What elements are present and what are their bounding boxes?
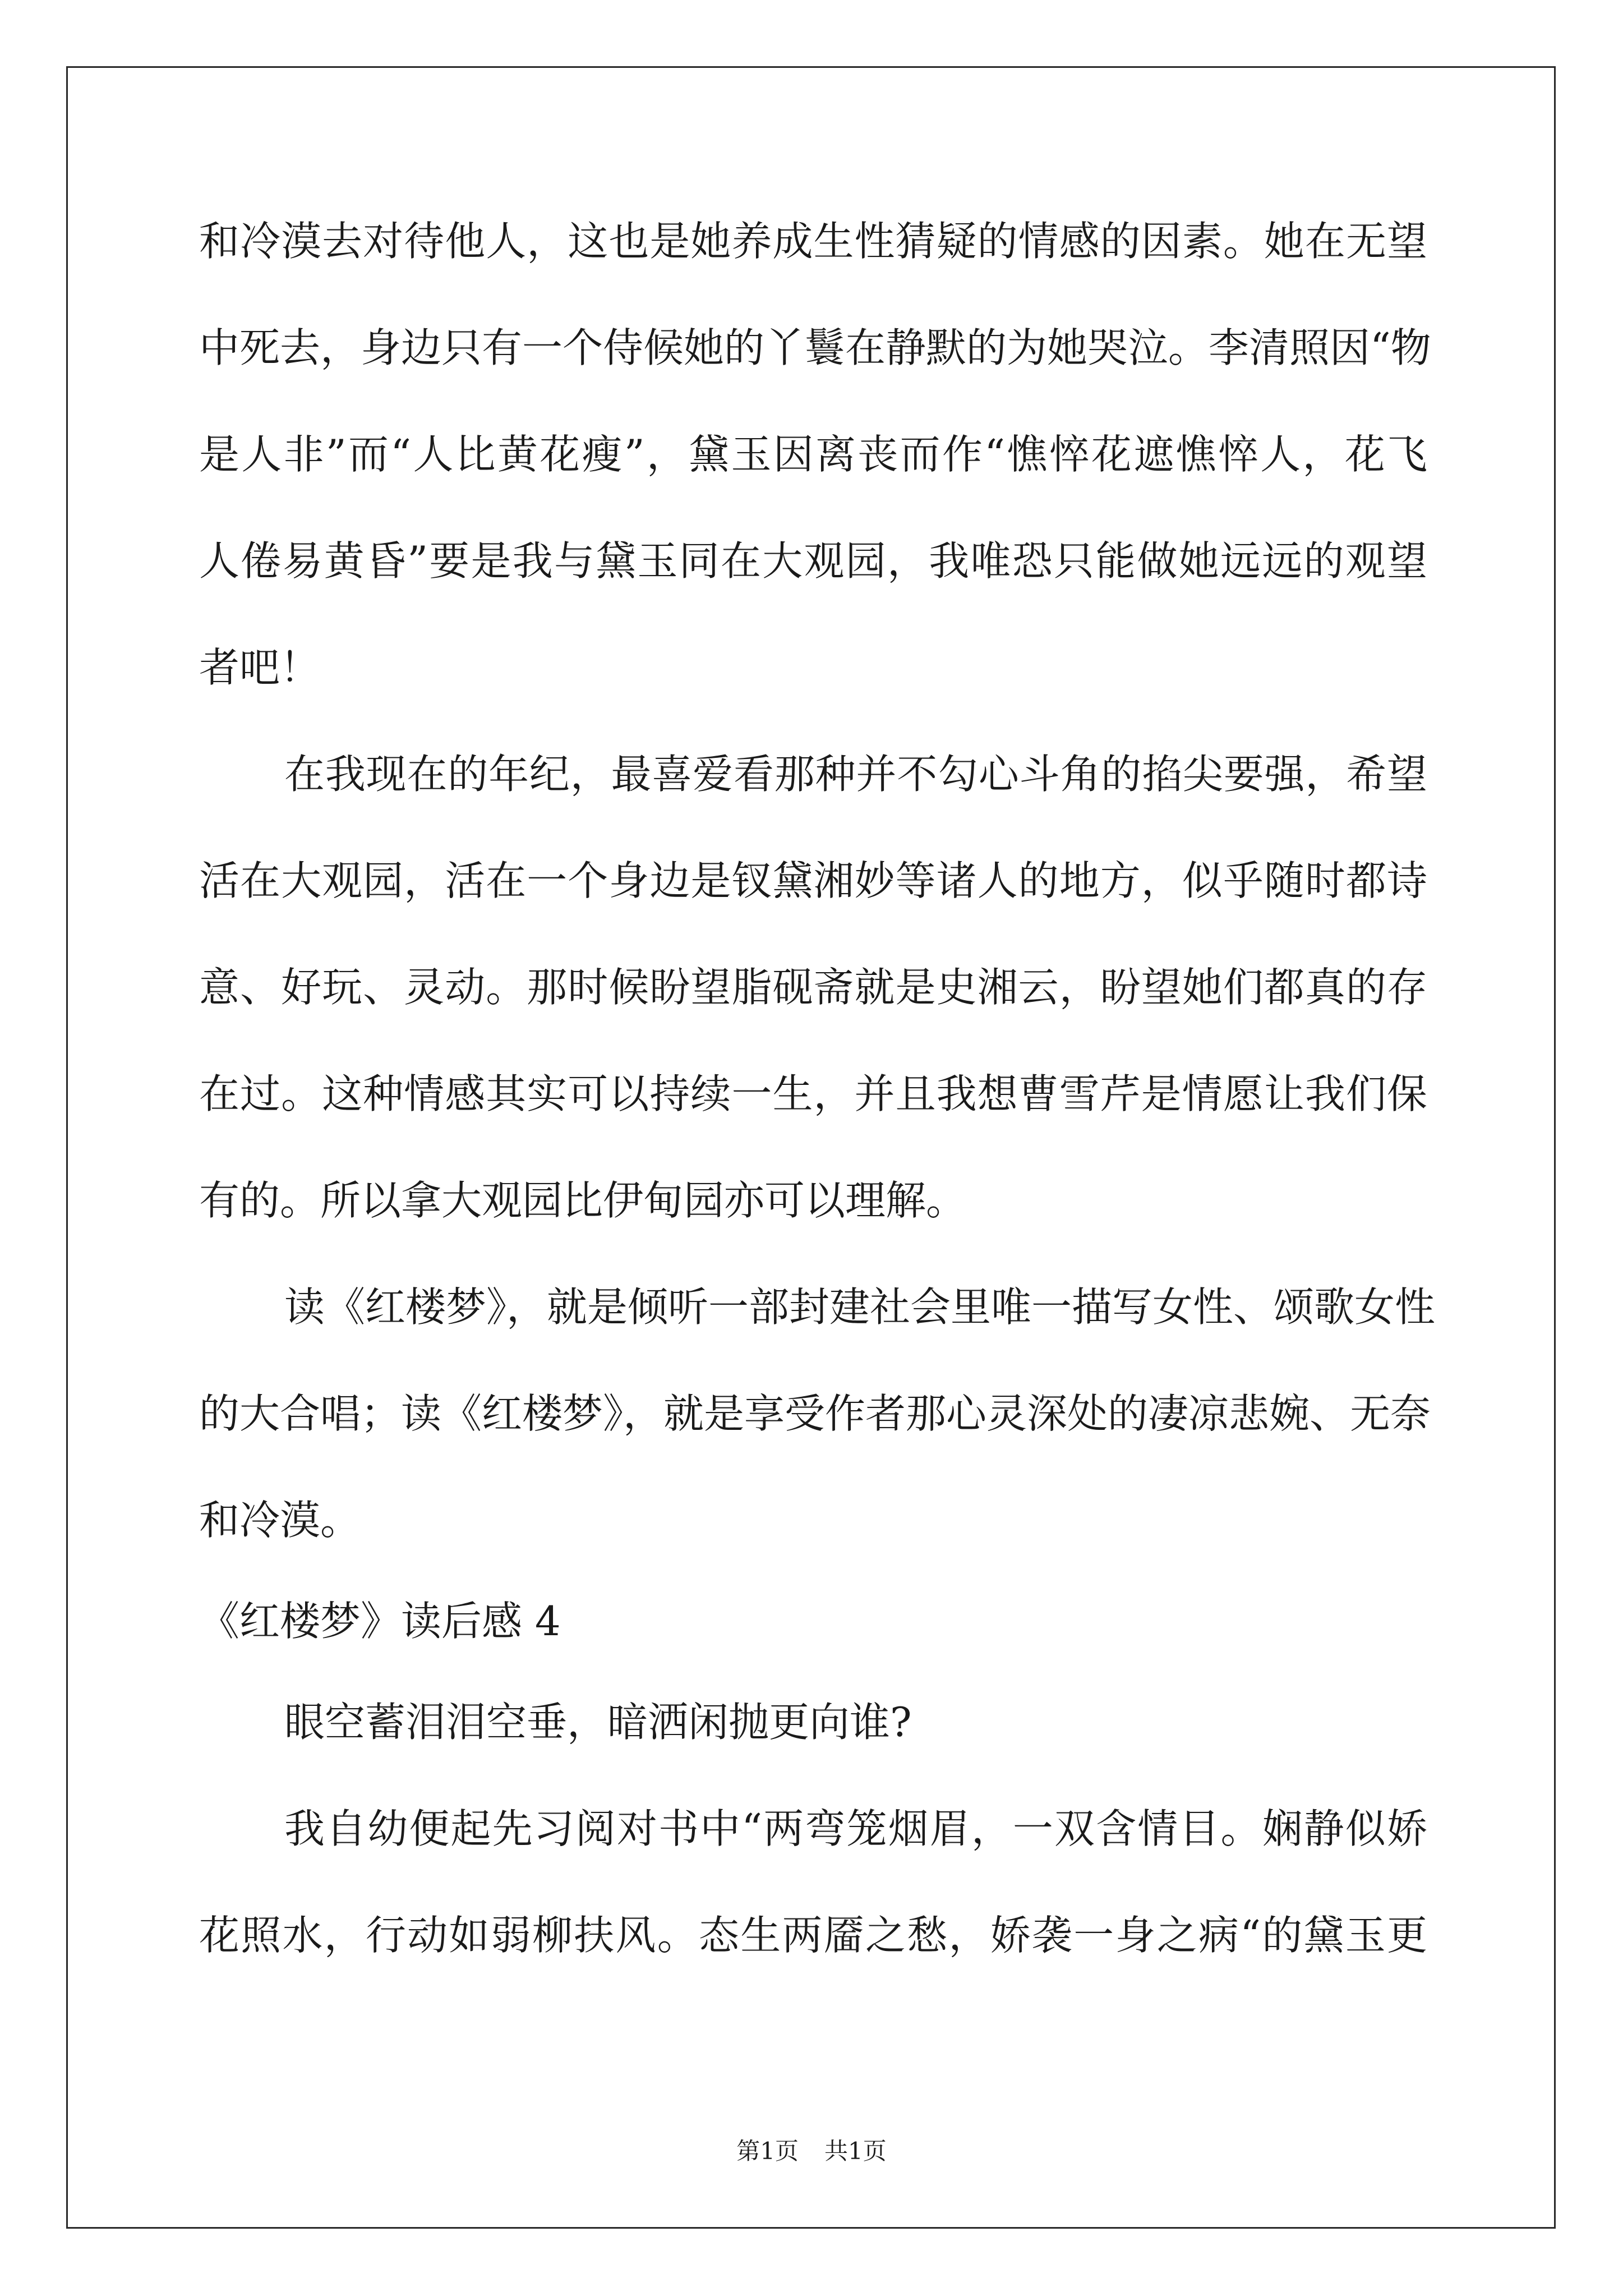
page-footer <box>0 2134 1623 2168</box>
text-line: 活在大观园，活在一个身边是钗黛湘妙等诸人的地方，似乎随时都诗 <box>199 857 1427 904</box>
text-line: 花照水，行动如弱柳扶风。态生两靥之愁，娇袭一身之病“的黛玉更 <box>199 1912 1427 1959</box>
page-total: 共1页 <box>824 2137 887 2165</box>
text-line: 人倦易黄昏”要是我与黛玉同在大观园，我唯恐只能做她远远的观望 <box>199 537 1427 585</box>
text-line: 中死去，身边只有一个侍候她的丫鬟在静默的为她哭泣。李清照因“物 <box>199 324 1431 371</box>
page-number: 第1页 <box>736 2137 799 2165</box>
text-line: 的大合唱；读《红楼梦》，就是享受作者那心灵深处的凄凉悲婉、无奈 <box>199 1390 1431 1437</box>
text-line: 意、好玩、灵动。那时候盼望脂砚斋就是史湘云，盼望她们都真的存 <box>199 964 1427 1011</box>
paragraph-first-line: 我自幼便起先习阅对书中“两弯笼烟眉，一双含情目。娴静似娇 <box>284 1805 1427 1852</box>
paragraph-first-line: 在我现在的年纪，最喜爱看那种并不勾心斗角的掐尖要强，希望 <box>284 751 1427 798</box>
text-line: 有的。所以拿大观园比伊甸园亦可以理解。 <box>199 1177 967 1224</box>
text-line: 是人非”而“人比黄花瘦”，黛玉因离丧而作“憔悴花遮憔悴人，花飞 <box>199 431 1427 478</box>
paragraph-first-line: 眼空蓄泪泪空垂，暗洒闲抛更向谁? <box>284 1699 912 1746</box>
text-line: 和冷漠。 <box>199 1497 361 1544</box>
text-line: 在过。这种情感其实可以持续一生，并且我想曹雪芹是情愿让我们保 <box>199 1070 1427 1117</box>
text-line: 和冷漠去对待他人，这也是她养成生性猜疑的情感的因素。她在无望 <box>199 218 1427 265</box>
text-line: 者吧！ <box>199 644 321 691</box>
paragraph-first-line: 读《红楼梦》，就是倾听一部封建社会里唯一描写女性、颂歌女性 <box>284 1283 1436 1331</box>
section-heading: 《红楼梦》读后感 4 <box>199 1598 561 1645</box>
